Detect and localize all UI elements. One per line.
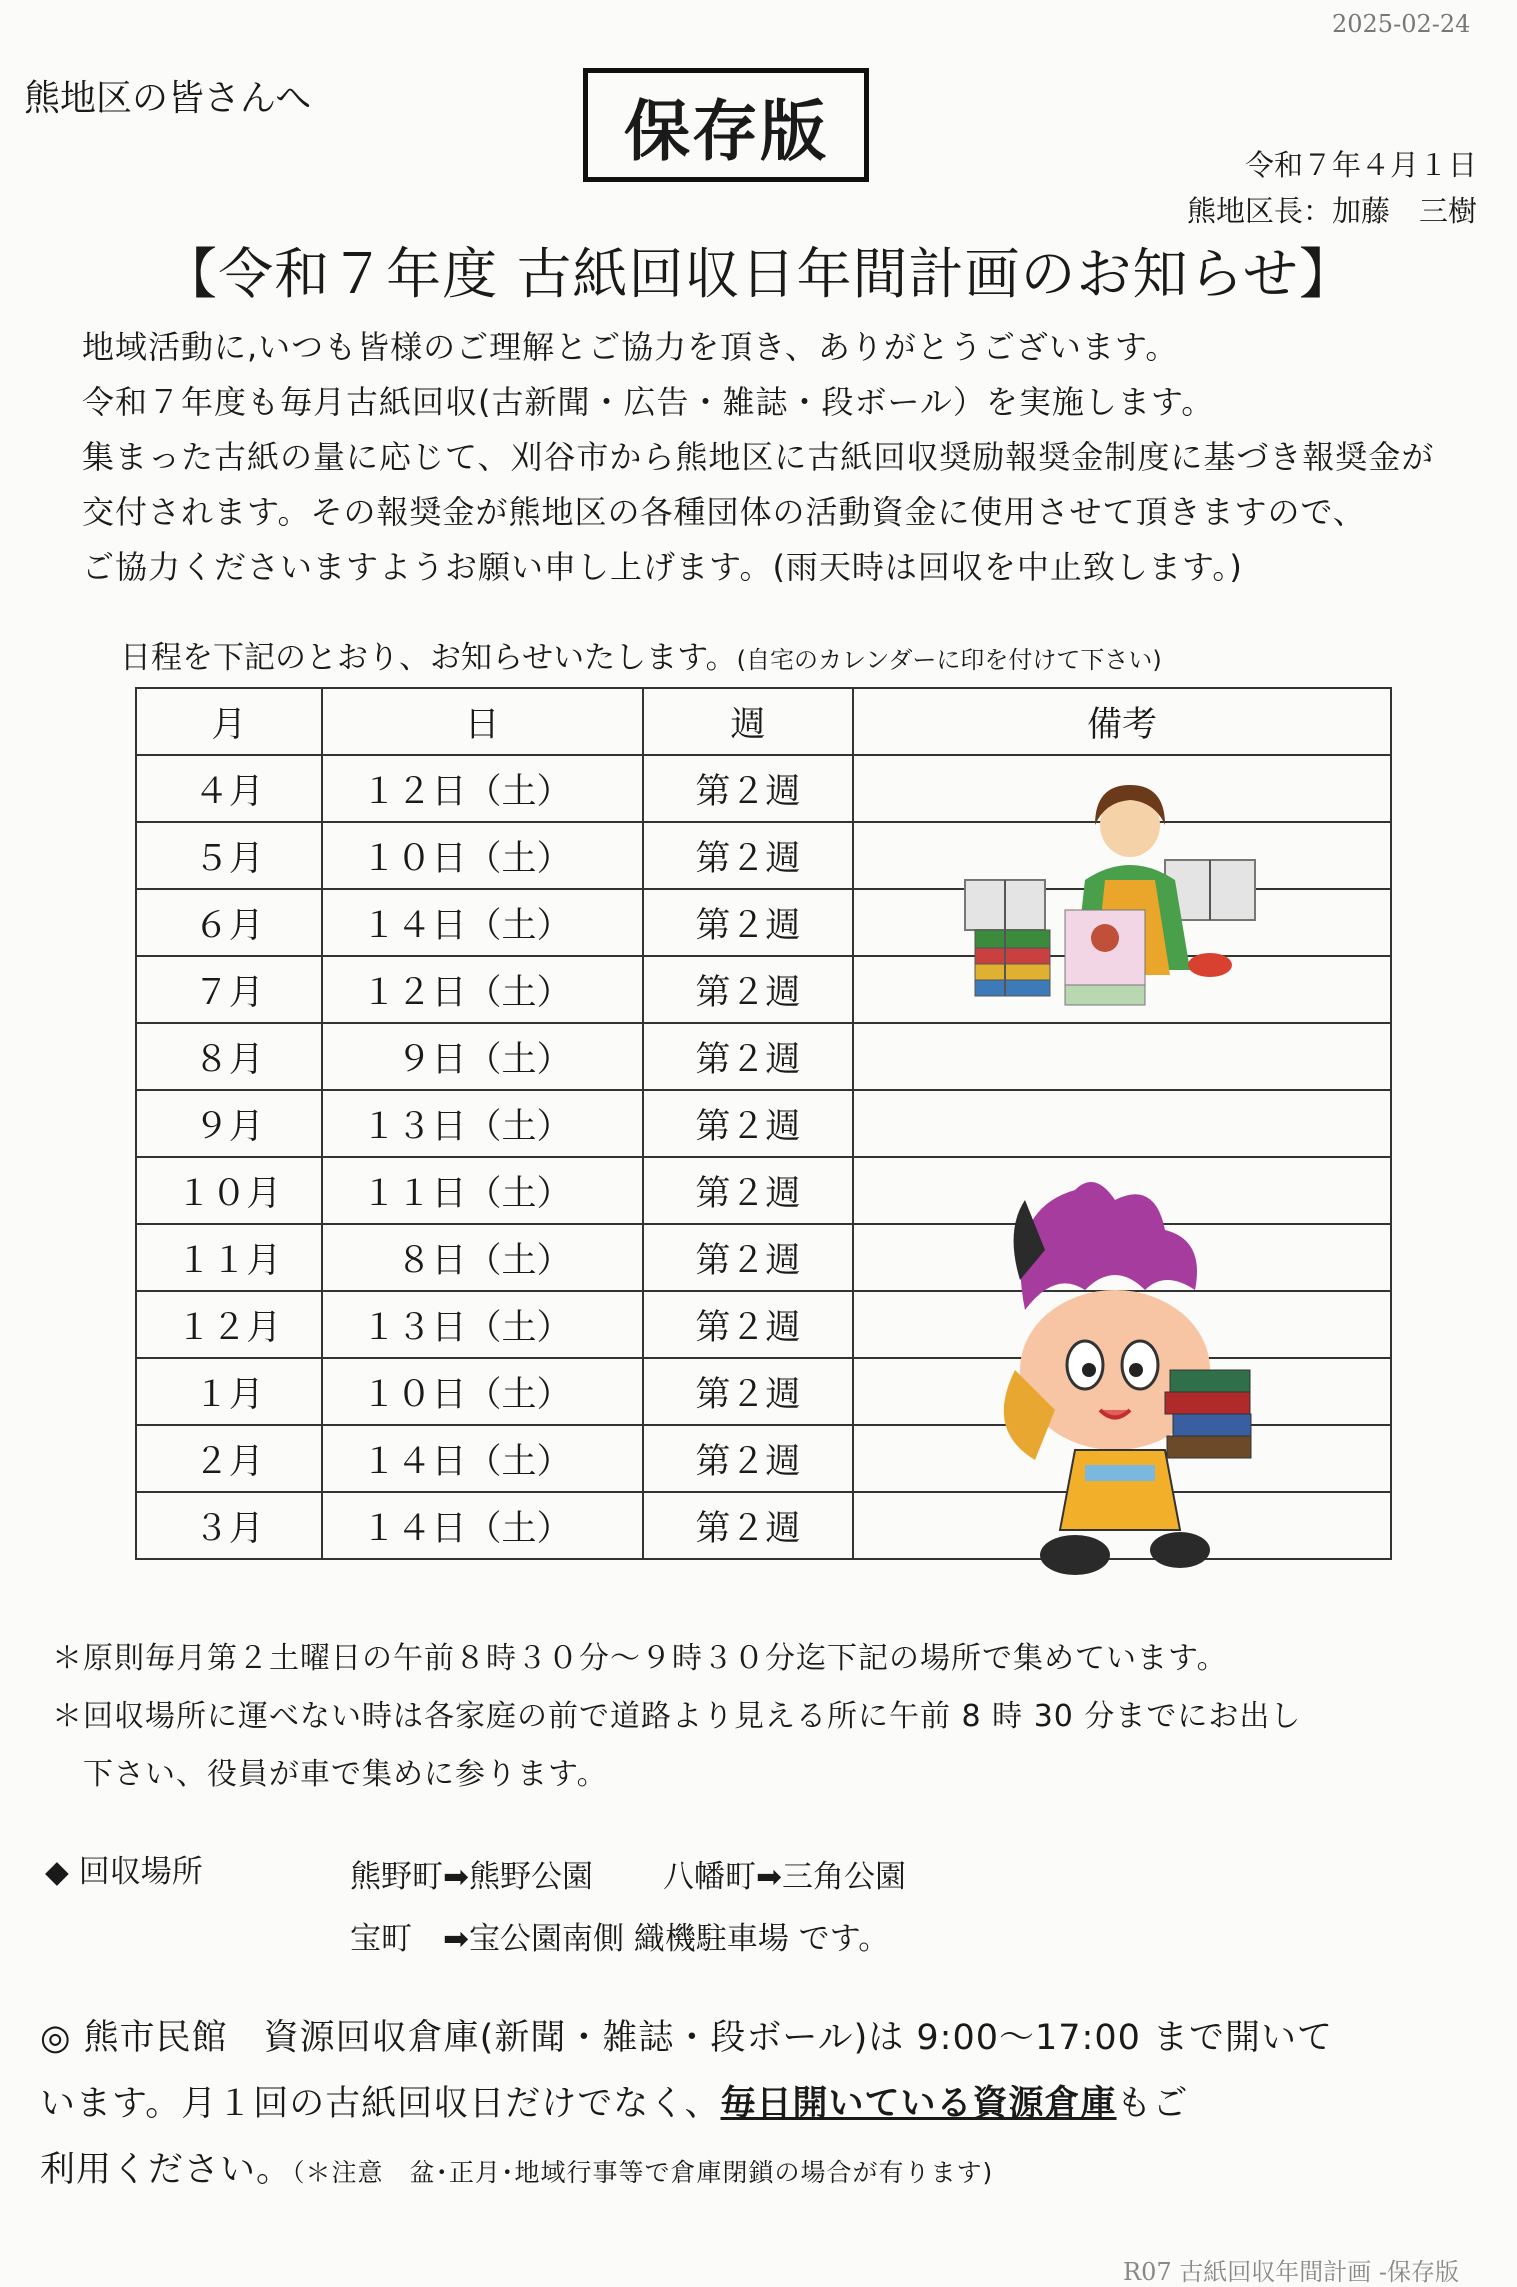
paper-bundling-illustration: [955, 770, 1275, 1020]
document-title: 【令和７年度 古紙回収日年間計画のお知らせ】: [162, 242, 1355, 306]
issue-date: 令和７年４月１日: [1244, 148, 1477, 182]
location-yawata: 八幡町➡三角公園: [662, 1859, 906, 1895]
note-line: 下さい、役員が車で集めに参ります。: [52, 1757, 608, 1792]
location-takara: 宝町 ➡宝公園南側 織機駐車場 です。: [350, 1921, 890, 1957]
schedule-lead-note: (自宅のカレンダーに印を付けて下さい): [736, 646, 1162, 674]
month-cell: ６月: [136, 889, 322, 956]
note-line: ＊原則毎月第２土曜日の午前８時３０分～９時３０分迄下記の場所で集めています。: [52, 1641, 1228, 1676]
month-cell: ２月: [136, 1425, 322, 1492]
table-header-row: [136, 688, 1391, 755]
intro-line: 交付されます。その報奨金が熊地区の各種団体の活動資金に使用させて頂きますので、: [82, 493, 1366, 531]
notes: [52, 1630, 1492, 1804]
month-cell: ４月: [136, 755, 322, 822]
warehouse-line-1: ◎ 熊市民館 資源回収倉庫(新聞・雑誌・段ボール)は 9:00～17:00 まで開いて: [40, 2018, 1333, 2058]
month-cell: １０月: [136, 1157, 322, 1224]
header-day: 日: [322, 688, 643, 755]
day-cell: １３日（土）: [322, 1291, 643, 1358]
day-cell: １０日（土）: [322, 822, 643, 889]
header-week: 週: [643, 688, 854, 755]
day-cell: １０日（土）: [322, 1358, 643, 1425]
week-cell: 第２週: [643, 755, 854, 822]
warehouse-line-2: います。月１回の古紙回収日だけでなく、: [40, 2084, 721, 2124]
month-cell: ５月: [136, 822, 322, 889]
week-cell: 第２週: [643, 1425, 854, 1492]
mascot-body: [1040, 1450, 1210, 1575]
day-cell: ８日（土）: [322, 1224, 643, 1291]
week-cell: 第２週: [643, 1157, 854, 1224]
note-line: ＊回収場所に運べない時は各家庭の前で道路より見える所に午前 8 時 30 分までにお出し: [52, 1699, 1302, 1734]
week-cell: 第２週: [643, 956, 854, 1023]
book-stack: [1165, 1370, 1251, 1458]
day-cell: １４日（土）: [322, 889, 643, 956]
intro-line: 集まった古紙の量に応じて、刈谷市から熊地区に古紙回収奨励報奨金制度に基づき報奨金が: [82, 438, 1435, 476]
schedule-lead-text: 日程を下記のとおり、お知らせいたします。: [120, 640, 737, 676]
week-cell: 第２週: [643, 1358, 854, 1425]
day-cell: １４日（土）: [322, 1425, 643, 1492]
month-cell: １月: [136, 1358, 322, 1425]
week-cell: 第２週: [643, 1224, 854, 1291]
collection-locations: [350, 1846, 906, 1970]
addressee: 熊地区の皆さんへ: [24, 78, 312, 119]
week-cell: 第２週: [643, 889, 854, 956]
magazine-stack-center: [1065, 910, 1145, 1005]
remarks-cell: [853, 1090, 1391, 1157]
day-cell: １４日（土）: [322, 1492, 643, 1559]
intro-line: 令和７年度も毎月古紙回収(古新聞・広告・雑誌・段ボール）を実施します。: [82, 383, 1215, 421]
week-cell: 第２週: [643, 1492, 854, 1559]
week-cell: 第２週: [643, 1291, 854, 1358]
collection-location-label: ◆ 回収場所: [45, 1854, 203, 1890]
day-cell: １３日（土）: [322, 1090, 643, 1157]
location-kumano: 熊野町➡熊野公園: [350, 1859, 593, 1895]
intro-line: 地域活動に,いつも皆様のご理解とご協力を頂き、ありがとうございます。: [82, 328, 1179, 366]
remarks-cell: [853, 1023, 1391, 1090]
table-row: [136, 1023, 1391, 1090]
warehouse-emphasis: 毎日開いている資源倉庫: [720, 2084, 1117, 2124]
day-cell: ９日（土）: [322, 1023, 643, 1090]
month-cell: １２月: [136, 1291, 322, 1358]
schedule-lead: [120, 632, 1162, 677]
day-cell: １２日（土）: [322, 755, 643, 822]
newspaper-stack-left: [965, 880, 1050, 996]
month-cell: １１月: [136, 1224, 322, 1291]
resource-warehouse-info: [40, 2005, 1490, 2206]
scan-date: 2025-02-24: [1332, 10, 1471, 38]
keep-copy-stamp: 保存版: [583, 68, 869, 182]
month-cell: ７月: [136, 956, 322, 1023]
table-row: [136, 1090, 1391, 1157]
warehouse-line-2-end: もご: [1116, 2084, 1189, 2124]
warehouse-line-3: 利用ください。: [40, 2150, 293, 2190]
month-cell: ３月: [136, 1492, 322, 1559]
week-cell: 第２週: [643, 1023, 854, 1090]
week-cell: 第２週: [643, 822, 854, 889]
header-month: 月: [136, 688, 322, 755]
issuer: 熊地区長：加藤 三樹: [1186, 194, 1477, 228]
week-cell: 第２週: [643, 1090, 854, 1157]
day-cell: １１日（土）: [322, 1157, 643, 1224]
intro-line: ご協力くださいますようお願い申し上げます。(雨天時は回収を中止致します。): [82, 548, 1243, 586]
month-cell: ９月: [136, 1090, 322, 1157]
month-cell: ８月: [136, 1023, 322, 1090]
document-footer: R07 古紙回収年間計画 -保存版: [1123, 2258, 1459, 2286]
intro-paragraph: [82, 320, 1482, 595]
mascot-illustration: [965, 1170, 1265, 1590]
warehouse-closure-note: （＊注意 盆･正月･地域行事等で倉庫閉鎖の場合が有ります): [292, 2158, 994, 2187]
day-cell: １２日（土）: [322, 956, 643, 1023]
header-remarks: 備考: [853, 688, 1391, 755]
